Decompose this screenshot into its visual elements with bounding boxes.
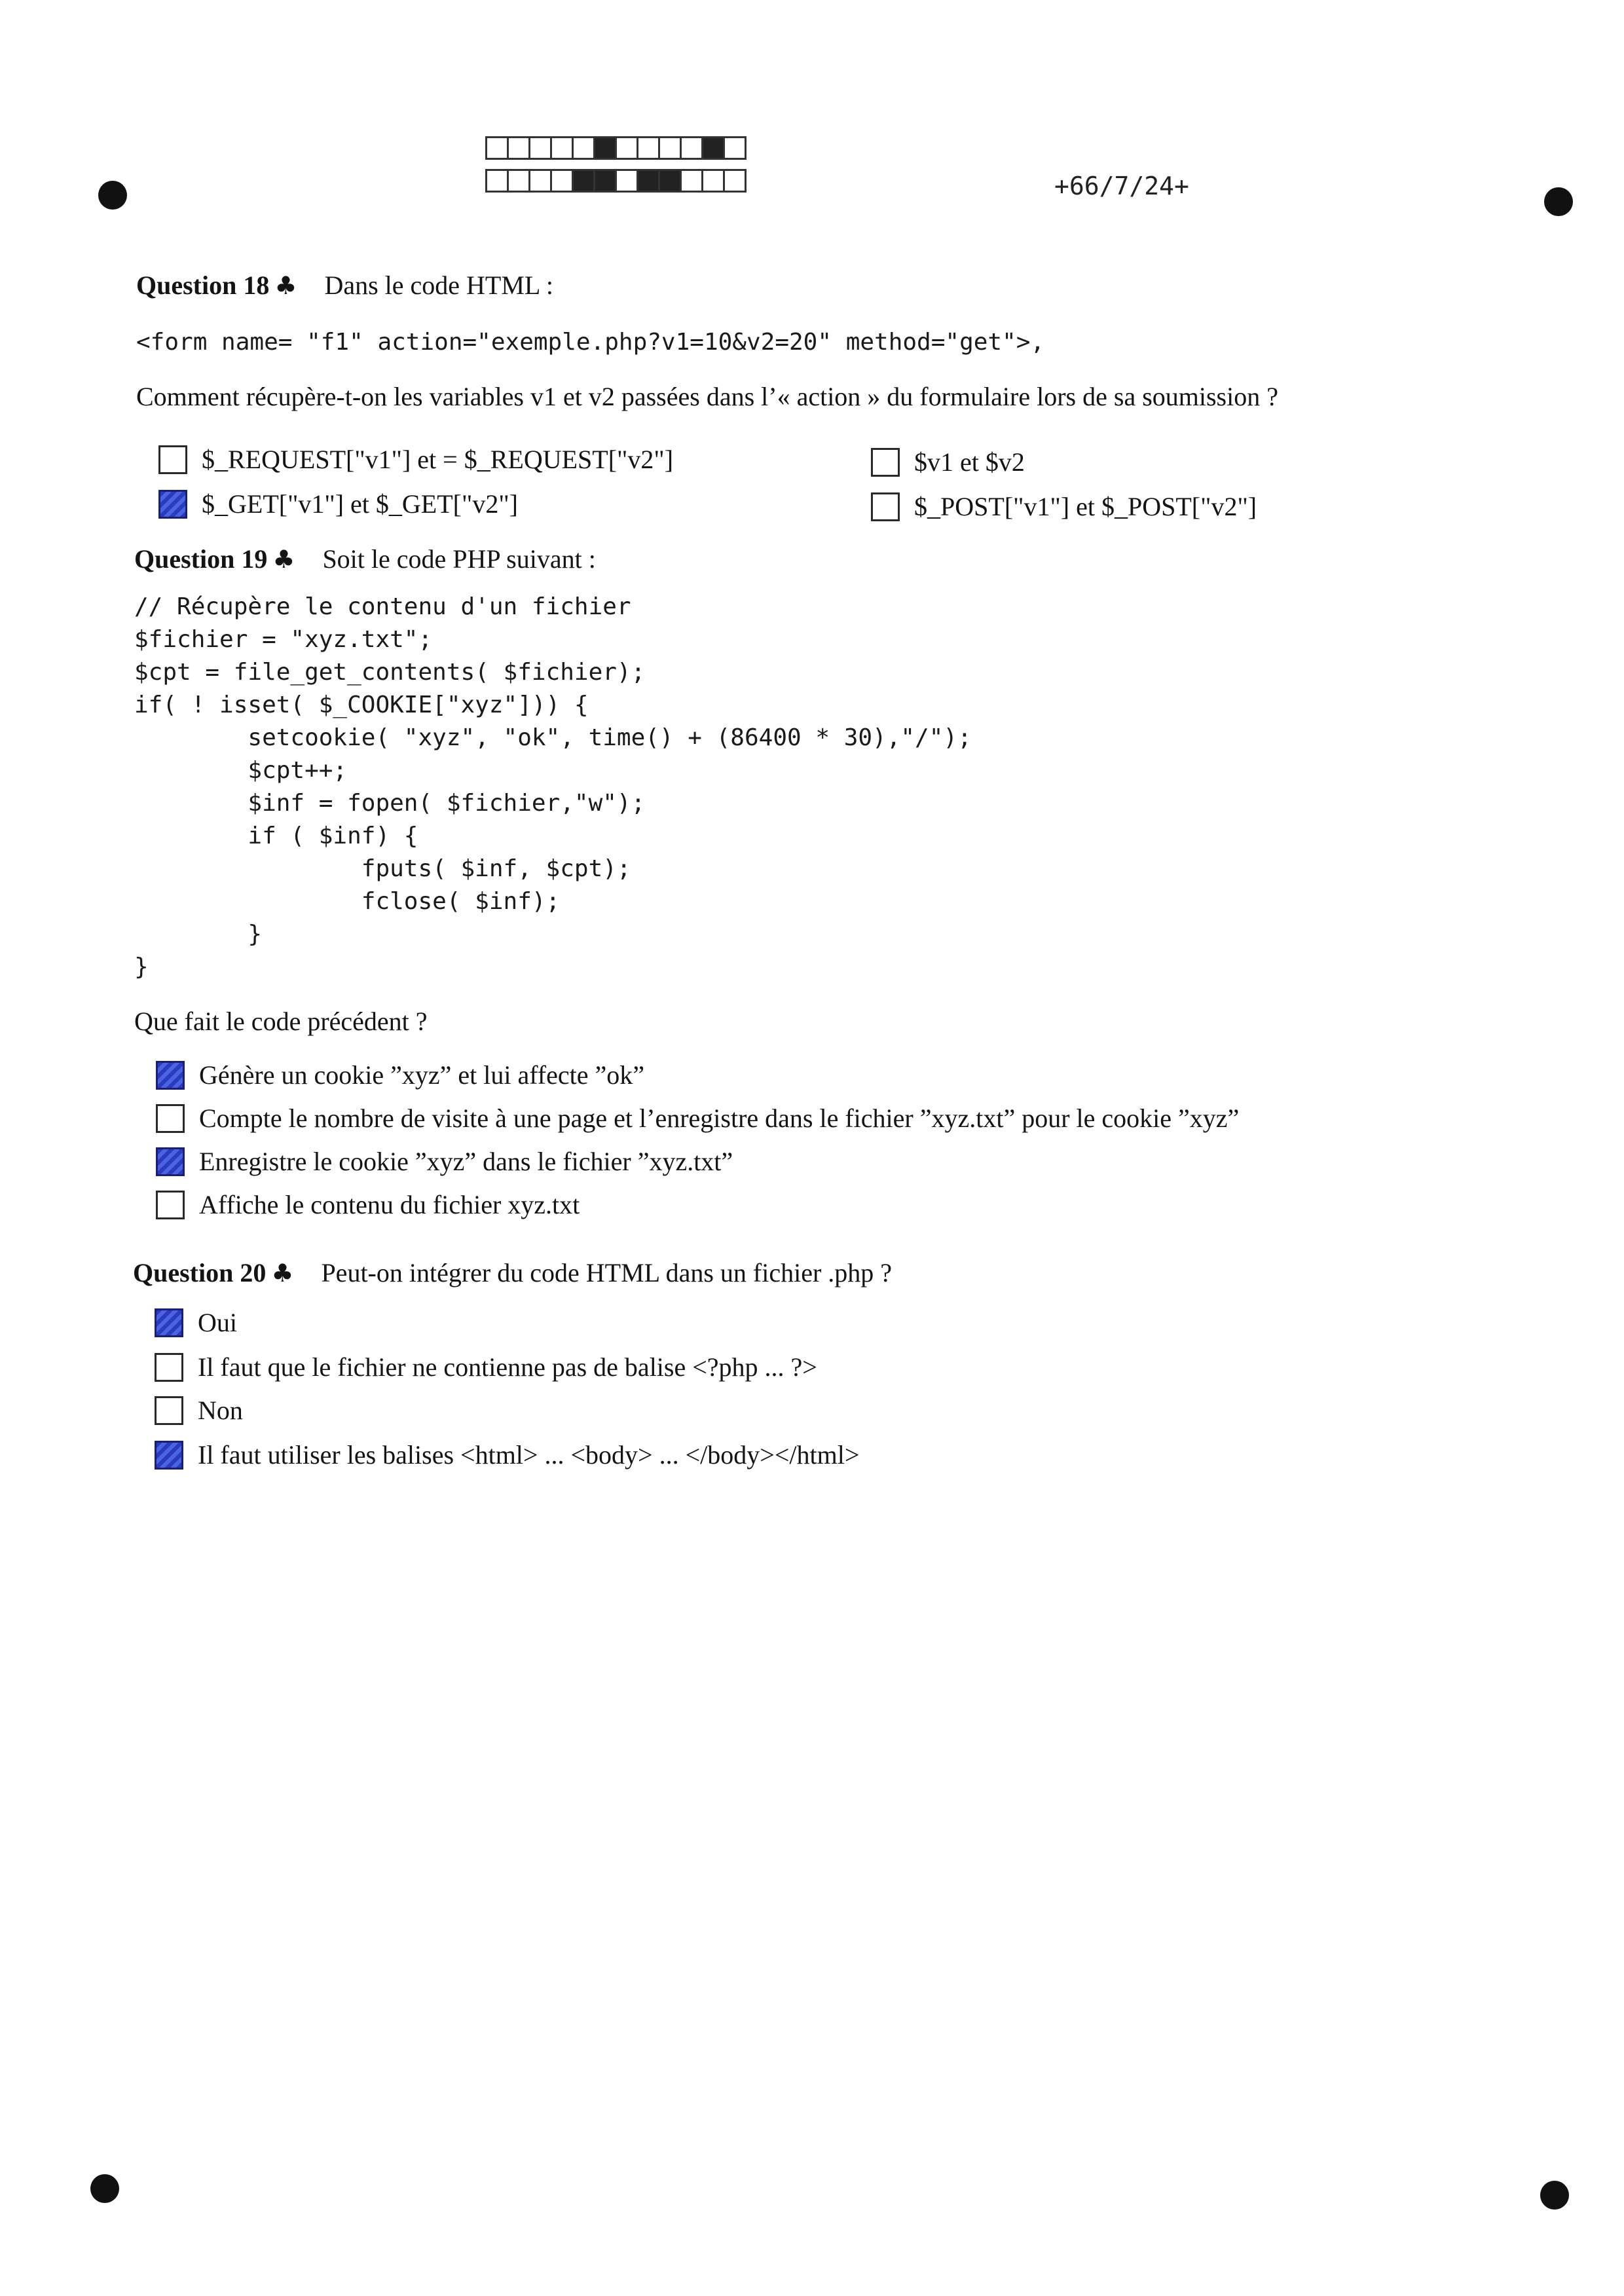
registration-mark-bottom-right [1540,2181,1569,2210]
club-icon: ♣ [272,545,295,574]
registration-mark-bottom-left [90,2174,119,2203]
q19-option-3[interactable] [156,1146,733,1177]
q18-prompt: Dans le code HTML : [324,270,553,300]
page-id: +66/7/24+ [1054,172,1189,200]
q19-option-4[interactable] [156,1189,580,1220]
q19-prompt: Soit le code PHP suivant : [322,544,596,574]
registration-mark-top-left [98,181,127,210]
checkbox[interactable] [156,1191,185,1219]
barcode-cell-filled [593,169,617,193]
barcode-cell-empty [550,136,574,160]
checkbox[interactable] [155,1353,183,1382]
barcode-cell-empty [528,169,552,193]
barcode-cell-empty [615,136,638,160]
option-label: Non [198,1396,243,1425]
option-label: Compte le nombre de visite à une page et l’enregistre dans le fichier ”xyz.txt” pour le cookie ”xyz” [199,1103,1240,1133]
q18-question: Comment récupère-t-on les variables v1 et v2 passées dans l’« action » du formulaire lors de sa soumission ? [136,382,1278,411]
barcode-bottom [487,169,747,193]
q19-code: // Récupère le contenu d'un fichier $fichier = "xyz.txt"; $cpt = file_get_contents( $fichier); if( ! isset( $_COOKIE["xyz"])) { setcookie( "xyz", "ok", time() + (86400 * 30),"/"); $cpt++; $inf = fopen( $fichier,"w"); if ( $inf) { fputs( $inf, $cpt); fclose( $inf); } } [134,593,972,980]
barcode-cell-filled [572,169,595,193]
option-label: $_GET["v1"] et $_GET["v2"] [202,489,518,519]
checkbox-checked[interactable] [158,490,187,519]
option-label: $_REQUEST["v1"] et = $_REQUEST["v2"] [202,445,674,474]
club-icon: ♣ [271,1259,294,1287]
checkbox[interactable] [155,1396,183,1425]
checkbox-checked[interactable] [156,1147,185,1176]
q18-option-1[interactable] [158,444,673,475]
q19-title [134,544,596,574]
barcode-cell-empty [507,169,530,193]
barcode-cell-empty [723,169,747,193]
q18-label: Question 18 [136,270,270,300]
checkbox-checked[interactable] [156,1061,185,1090]
checkbox[interactable] [156,1104,185,1133]
barcode-cell-filled [658,169,682,193]
barcode-cell-empty [658,136,682,160]
option-label: $v1 et $v2 [914,447,1025,477]
barcode-cell-filled [637,169,660,193]
barcode-cell-empty [723,136,747,160]
club-icon: ♣ [274,271,297,300]
option-label: Enregistre le cookie ”xyz” dans le fichier ”xyz.txt” [199,1147,733,1176]
q20-option-3[interactable] [155,1395,243,1426]
option-label: Il faut utiliser les balises <html> ... <body> ... </body></html> [198,1440,860,1470]
barcode-cell-filled [701,136,725,160]
barcode-cell-empty [550,169,574,193]
barcode-cell-empty [680,169,703,193]
checkbox[interactable] [158,445,187,474]
barcode-top [487,136,747,160]
barcode-cell-filled [593,136,617,160]
checkbox-checked[interactable] [155,1441,183,1470]
barcode-cell-empty [485,169,509,193]
q18-option-4[interactable] [871,491,1257,522]
option-label: Génère un cookie ”xyz” et lui affecte ”ok” [199,1060,644,1090]
q20-option-4[interactable] [155,1439,859,1470]
barcode-cell-empty [680,136,703,160]
q18-option-2[interactable] [871,447,1025,477]
checkbox-checked[interactable] [155,1308,183,1337]
barcode-cell-empty [528,136,552,160]
q19-option-1[interactable] [156,1060,644,1090]
q19-question: Que fait le code précédent ? [134,1007,428,1036]
q18-option-3[interactable] [158,489,518,519]
option-label: $_POST["v1"] et $_POST["v2"] [914,492,1257,521]
barcode-cell-empty [485,136,509,160]
q18-title [136,270,553,301]
option-label: Oui [198,1308,237,1337]
q18-code: <form name= "f1" action="exemple.php?v1=10&v2=20" method="get">, [136,329,1045,356]
q19-option-2[interactable] [156,1103,1239,1134]
q20-prompt: Peut-on intégrer du code HTML dans un fichier .php ? [321,1258,893,1287]
q19-label: Question 19 [134,544,268,574]
barcode-cell-empty [637,136,660,160]
registration-mark-top-right [1544,187,1573,216]
q20-option-2[interactable] [155,1352,817,1382]
option-label: Affiche le contenu du fichier xyz.txt [199,1190,580,1219]
q20-label: Question 20 [133,1258,267,1287]
option-label: Il faut que le fichier ne contienne pas de balise <?php ... ?> [198,1352,817,1382]
barcode-cell-empty [572,136,595,160]
barcode-cell-empty [615,169,638,193]
checkbox[interactable] [871,492,900,521]
q20-option-1[interactable] [155,1307,237,1338]
checkbox[interactable] [871,448,900,477]
q20-title [133,1257,892,1288]
barcode-cell-empty [701,169,725,193]
barcode-cell-empty [507,136,530,160]
